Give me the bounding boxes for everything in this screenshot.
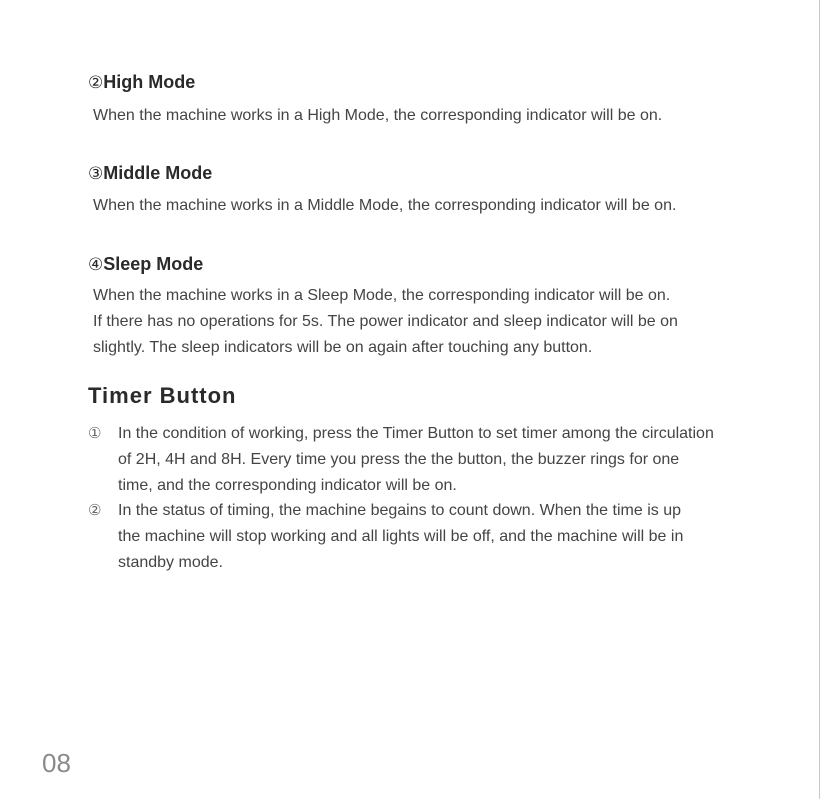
timer-item-1-line-2: of 2H, 4H and 8H. Every time you press the the button, the buzzer rings for one [118,451,680,468]
timer-item-1-text [118,421,714,499]
timer-item-2-marker: ② [88,502,102,519]
high-mode-description [93,103,662,129]
page-number: 08 [42,748,71,778]
high-mode-number: ② [88,73,104,92]
high-mode-line: When the machine works in a High Mode, the corresponding indicator will be on. [93,107,663,124]
sleep-mode-line-1: When the machine works in a Sleep Mode, the corresponding indicator will be on. [93,287,671,304]
timer-item-1-line-3: time, and the corresponding indicator will be on. [118,477,457,494]
high-mode-title: High Mode [103,72,196,92]
middle-mode-description [93,193,676,219]
sleep-mode-description [93,283,678,361]
middle-mode-number: ③ [88,164,104,183]
middle-mode-line: When the machine works in a Middle Mode, the corresponding indicator will be on. [93,197,677,214]
sleep-mode-line-3: slightly. The sleep indicators will be on again after touching any button. [93,339,593,356]
timer-item-2-line-2: the machine will stop working and all lights will be off, and the machine will be in [118,528,684,545]
sleep-mode-title: Sleep Mode [103,254,204,274]
timer-item-2-line-1: In the status of timing, the machine begains to count down. When the time is up [118,502,681,519]
timer-item-1-line-1: In the condition of working, press the Timer Button to set timer among the circulation [118,425,714,442]
sleep-mode-line-2: If there has no operations for 5s. The power indicator and sleep indicator will be on [93,313,678,330]
sleep-mode-number: ④ [88,255,104,274]
timer-button-title: Timer Button [88,383,237,408]
page-edge-rule [819,0,820,799]
high-mode-heading [88,72,195,93]
middle-mode-title: Middle Mode [103,163,213,183]
timer-item-2-text [118,498,683,576]
timer-item-1-marker: ① [88,425,102,442]
middle-mode-heading [88,163,212,184]
sleep-mode-heading [88,254,203,275]
timer-item-2-line-3: standby mode. [118,554,223,571]
